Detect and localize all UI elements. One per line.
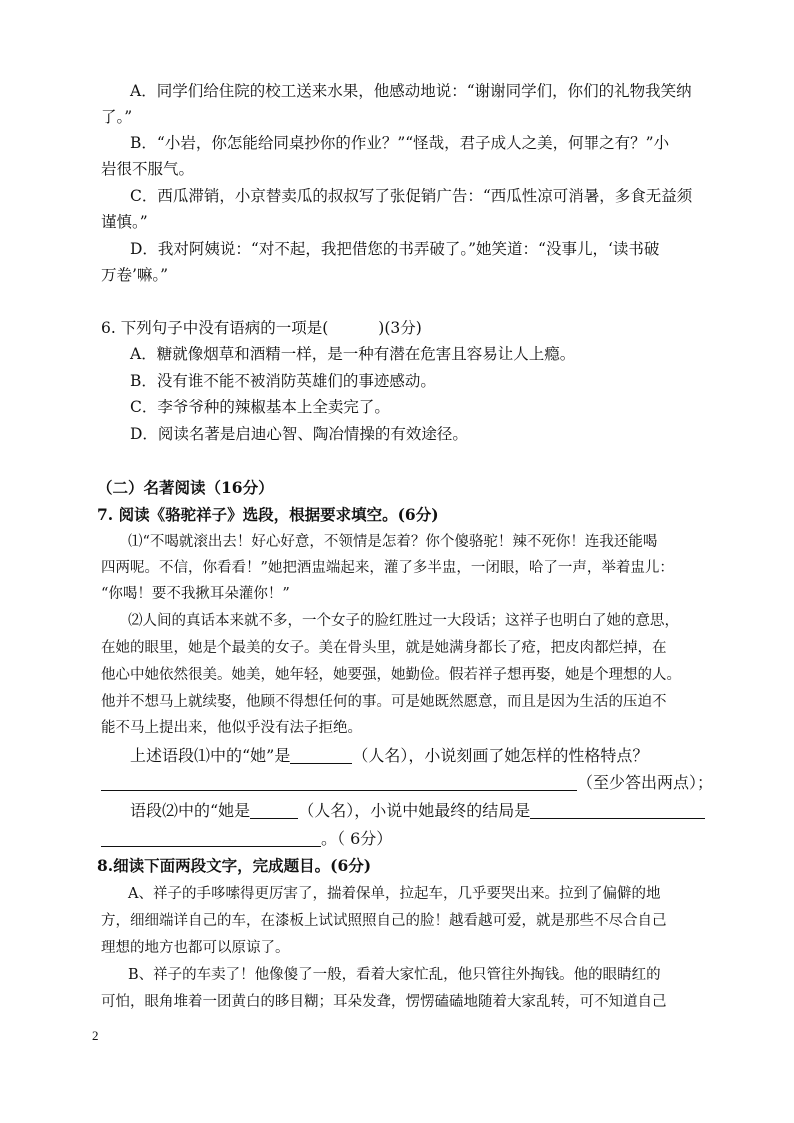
q7-fill2-points: 。（ 6分） (321, 829, 393, 848)
q7-fill2-question: （人名），小说中她最终的结局是 (298, 801, 531, 820)
q5-option-c-line1: C．西瓜滞销，小京替卖瓜的叔叔写了张促销广告：“西瓜性凉可消暑，多食无益须 (130, 187, 693, 205)
q7-passage1-line1: ⑴“不喝就滚出去！好心好意，不领情是怎着？你个傻骆驼！辣不死你！连我还能喝 (128, 534, 658, 550)
q8-passage-a-line2: 方，细细端详自己的车，在漆板上试试照照自己的脸！越看越可爱，就是那些不尽合自己 (101, 913, 667, 929)
q5-option-b-line2: 岩很不服气。 (101, 160, 195, 178)
q6-option-d: D．阅读名著是启迪心智、陶冶情操的有效途径。 (130, 425, 468, 443)
q7-passage1-line3: “你喝！要不我揪耳朵灌你！” (101, 586, 290, 602)
q8-passage-a-line1: A、祥子的手哆嗦得更厉害了，揣着保单，拉起车，几乎要哭出来。拉到了偏僻的地 (128, 886, 661, 902)
q7-fill1-prompt: 上述语段⑴中的“她”是 (130, 746, 291, 765)
q7-fill2-answer-row (101, 828, 392, 850)
q7-blank-traits[interactable] (101, 774, 577, 791)
q6-stem-points: )(3分) (378, 319, 422, 337)
q7-fill1-note: （至少答出两点）； (577, 773, 714, 792)
q7-passage2-line2: 在她的眼里，她是个最美的女子。美在骨头里，就是她满身都长了疮，把皮肉都烂掉，在 (101, 640, 667, 656)
q8-passage-b-line1: B、祥子的车卖了！他像傻了一般，看着大家忙乱，他只管往外掏钱。他的眼睛红的 (128, 967, 661, 983)
q7-passage2-line3: 他心中她依然很美。她美，她年轻，她要强，她勤俭。假若祥子想再娶，她是个理想的人。 (101, 667, 681, 683)
q7-passage2-line1: ⑵人间的真话本来就不多，一个女子的脸红胜过一大段话；这祥子也明白了她的意思， (128, 613, 679, 629)
q7-fill2-row (130, 800, 705, 822)
q7-fill1-question: （人名），小说刻画了她怎样的性格特点？ (352, 746, 649, 765)
q8-passage-a-line3: 理想的地方也都可以原谅了。 (101, 940, 290, 956)
page-number: 2 (92, 1028, 99, 1043)
q6-option-c: C．李爷爷种的辣椒基本上全卖完了。 (130, 398, 390, 416)
q6-stem (101, 317, 422, 339)
q6-option-b: B．没有谁不能不被消防英雄们的事迹感动。 (130, 372, 436, 390)
q8-title: 8.细读下面两段文字，完成题目。(6分) (97, 856, 372, 875)
q5-option-a-line1: A．同学们给住院的校工送来水果，他感动地说：“谢谢同学们，你们的礼物我笑纳 (130, 82, 692, 100)
q5-option-d-line2: 万卷’嘛。” (101, 266, 169, 284)
section-2-title: （二）名著阅读（16分） (97, 478, 274, 497)
q7-passage2-line4: 他并不想马上就续娶，他顾不得想任何的事。可是她既然愿意，而且是因为生活的压迫不 (101, 694, 667, 710)
q7-title: 7. 阅读《骆驼祥子》选段，根据要求填空。(6分) (97, 505, 439, 524)
q5-option-c-line2: 谨慎。” (101, 213, 148, 231)
q7-fill1-answer-row (101, 772, 713, 794)
q6-option-a: A．糖就像烟草和酒精一样，是一种有潜在危害且容易让人上瘾。 (130, 345, 576, 363)
q7-blank-ending-part2[interactable] (101, 830, 321, 847)
q7-blank-name2[interactable] (250, 802, 298, 819)
q5-option-a-line2: 了。” (101, 108, 133, 126)
q7-blank-name1[interactable] (290, 747, 352, 764)
q7-fill1-row (130, 745, 648, 767)
q6-stem-text: 6. 下列句子中没有语病的一项是( (101, 319, 329, 337)
q5-option-b-line1: B．“小岩，你怎能给同桌抄你的作业？”“怪哉，君子成人之美，何罪之有？”小 (130, 134, 670, 152)
q8-passage-b-line2: 可怕，眼角堆着一团黄白的眵目糊；耳朵发聋，愣愣磕磕地随着大家乱转，可不知道自己 (101, 994, 667, 1010)
q5-option-d-line1: D．我对阿姨说：“对不起，我把借您的书弄破了。”她笑道：“没事儿，‘读书破 (130, 240, 660, 258)
q7-passage1-line2: 四两呢。不信，你看看！”她把酒盅端起来，灌了多半盅，一闭眼，哈了一声，举着盅儿： (101, 560, 674, 576)
q7-fill2-prompt: 语段⑵中的“她是 (130, 801, 251, 820)
q7-passage2-line5: 能不马上提出来，他似乎没有法子拒绝。 (101, 720, 362, 736)
q7-blank-ending-part1[interactable] (530, 802, 705, 819)
